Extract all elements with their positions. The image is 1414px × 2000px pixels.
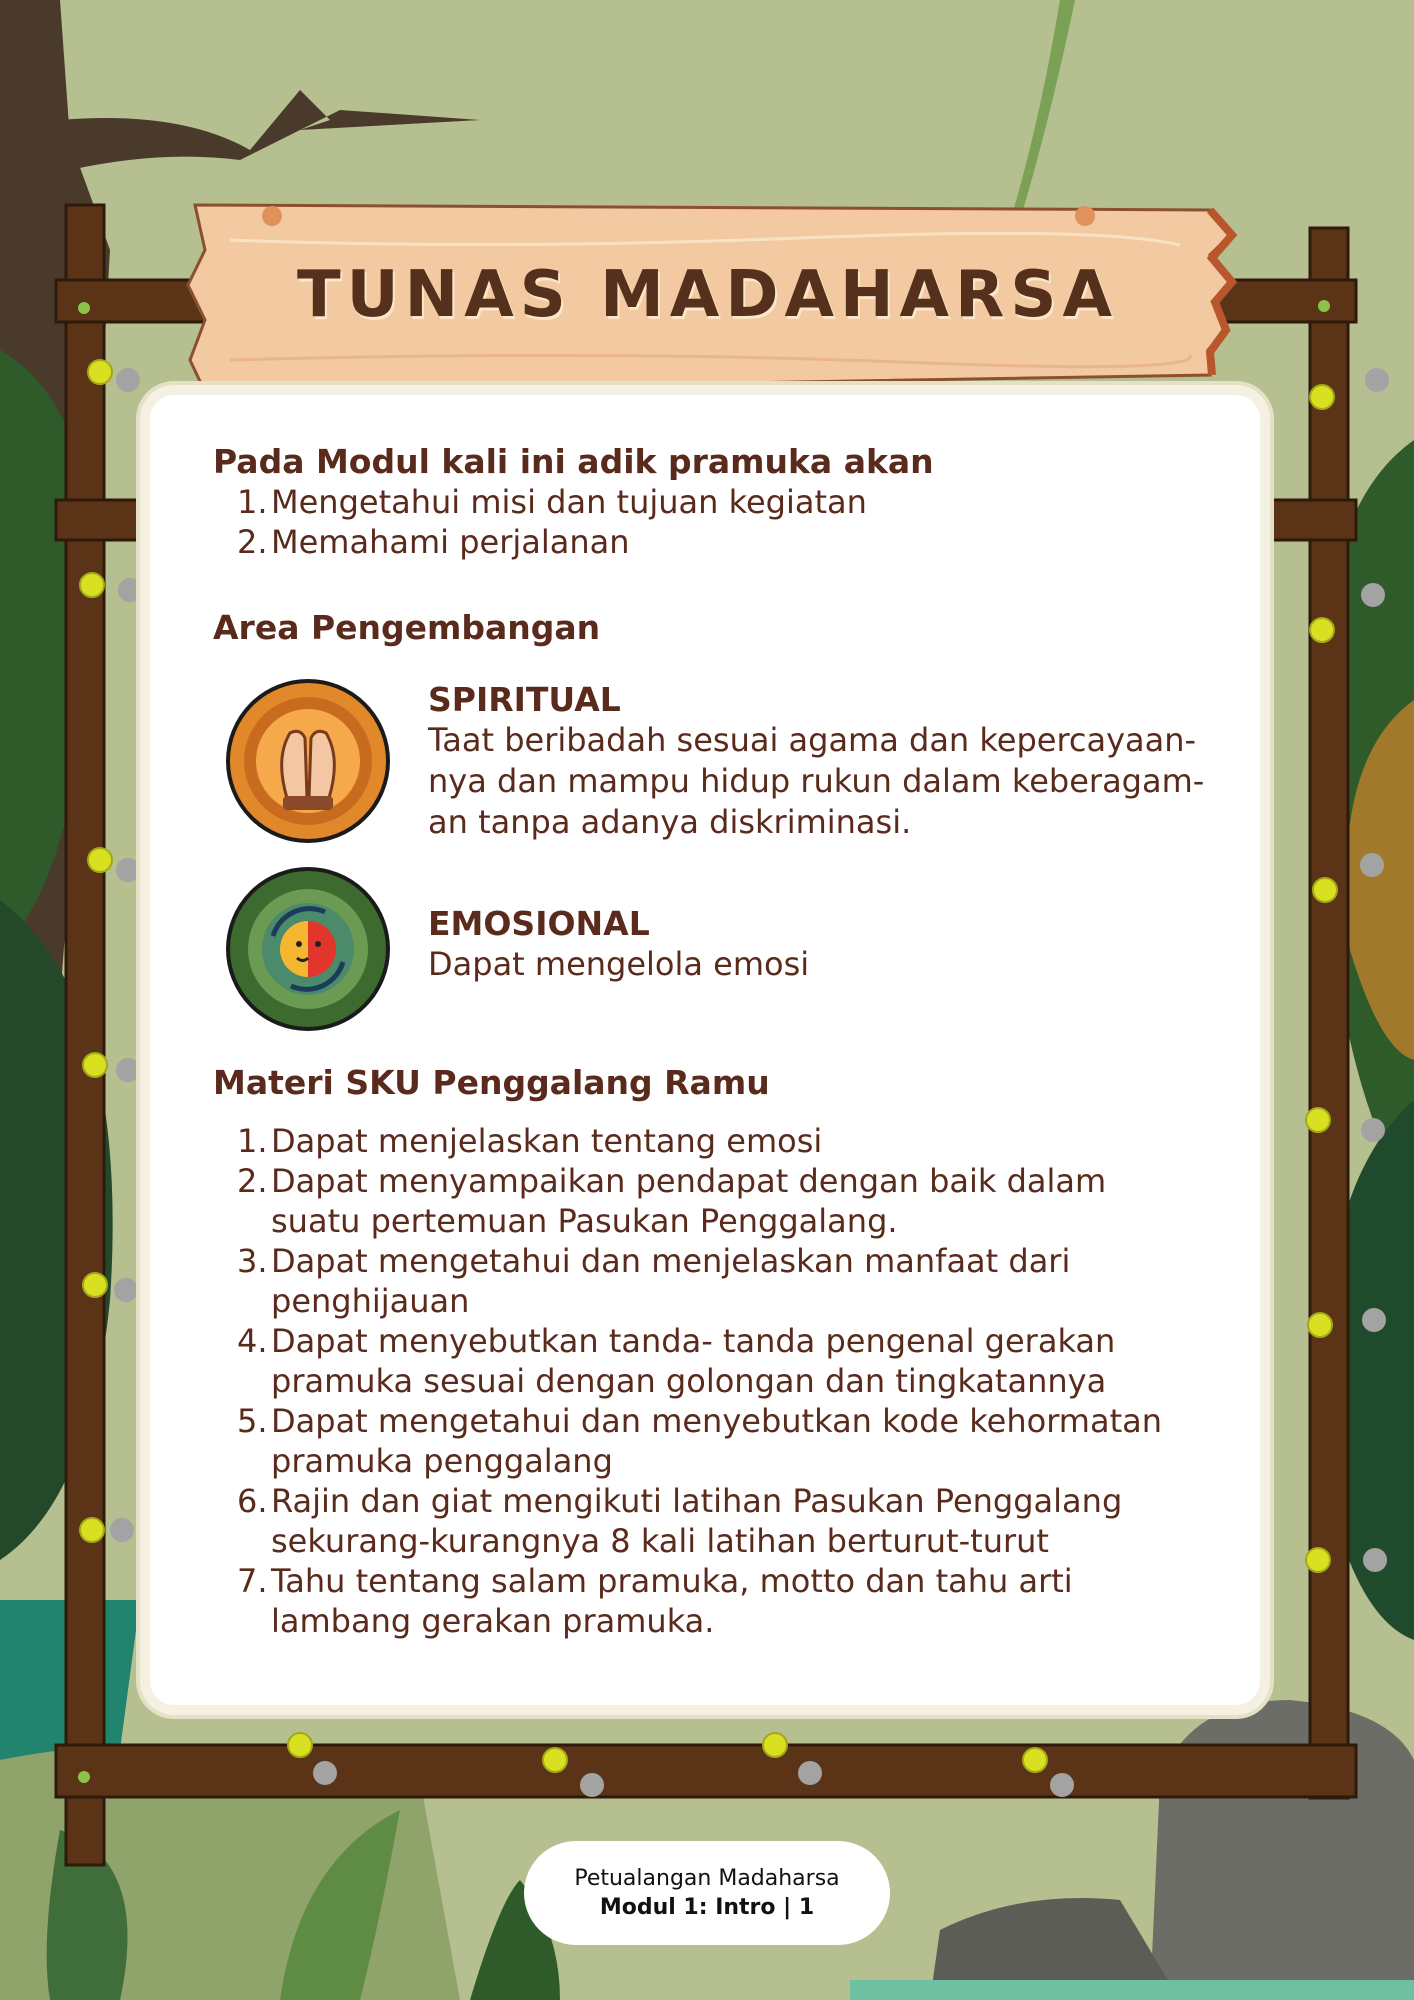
footer-pill xyxy=(524,1841,890,1945)
praying-hands-icon xyxy=(225,678,391,844)
page-title: TUNAS MADAHARSA xyxy=(297,258,1118,332)
list-item: 3. Dapat mengetahui dan menjelaskan manfaat dari penghijauan xyxy=(237,1242,1071,1320)
area-name: SPIRITUAL xyxy=(428,680,621,719)
list-item: 6. Rajin dan giat mengikuti latihan Pasukan Penggalang sekurang-kurangnya 8 kali latihan berturut-turut xyxy=(237,1482,1123,1560)
area-description: Dapat mengelola emosi xyxy=(428,945,810,983)
emotion-cycle-icon xyxy=(225,866,391,1032)
area-spiritual-text xyxy=(428,680,1208,843)
list-item: 1. Mengetahui misi dan tujuan kegiatan xyxy=(237,483,867,521)
list-item: 1. Dapat menjelaskan tentang emosi xyxy=(237,1122,823,1160)
intro-heading: Pada Modul kali ini adik pramuka akan xyxy=(213,442,934,481)
content-area xyxy=(213,442,1203,1641)
list-item: 7. Tahu tentang salam pramuka, motto dan tahu arti lambang gerakan pramuka. xyxy=(237,1562,1073,1640)
footer-page-number: Modul 1: Intro | 1 xyxy=(599,1895,815,1920)
footer-title: Petualangan Madaharsa xyxy=(574,1866,840,1891)
area-heading: Area Pengembangan xyxy=(213,608,601,647)
area-emosional xyxy=(213,866,1203,1031)
intro-list xyxy=(213,482,1203,562)
list-item: 5. Dapat mengetahui dan menyebutkan kode kehormatan pramuka penggalang xyxy=(237,1402,1163,1480)
area-name: EMOSIONAL xyxy=(428,904,650,943)
area-spiritual xyxy=(213,678,1203,843)
area-description: Taat beribadah sesuai agama dan kepercayaan-nya dan mampu hidup rukun dalam keberagam-an tanpa adanya diskriminasi. xyxy=(428,721,1205,841)
list-item: 2. Dapat menyampaikan pendapat dengan baik dalam suatu pertemuan Pasukan Penggalang. xyxy=(237,1162,1107,1240)
materi-list xyxy=(213,1121,1203,1641)
materi-heading: Materi SKU Penggalang Ramu xyxy=(213,1063,770,1102)
area-emosional-text xyxy=(428,868,1208,985)
list-item: 4. Dapat menyebutkan tanda- tanda pengenal gerakan pramuka sesuai dengan golongan dan tingkatannya xyxy=(237,1322,1116,1400)
list-item: 2. Memahami perjalanan xyxy=(237,523,630,561)
